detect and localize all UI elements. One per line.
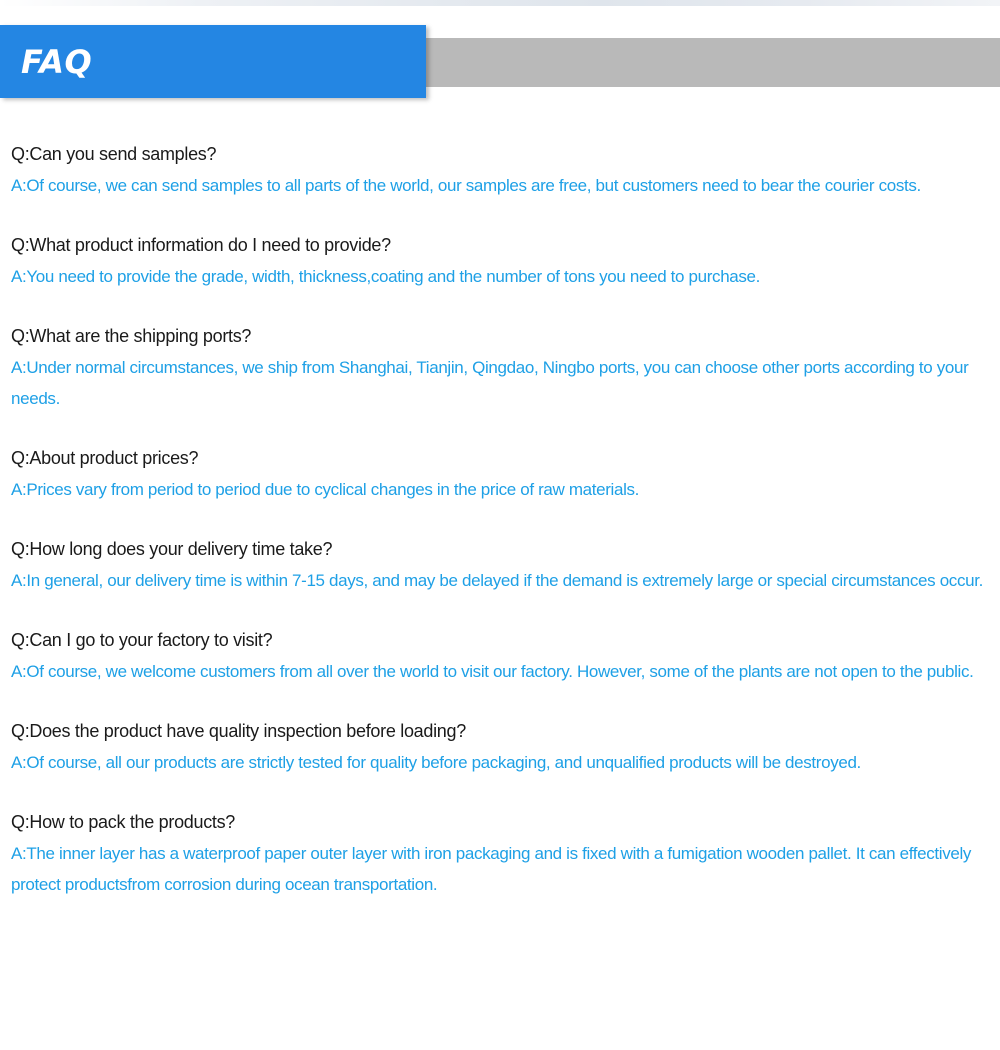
faq-answer: A:The inner layer has a waterproof paper outer layer with iron packaging and is fixed with a fumigation wooden pallet. It can effectively protect productsfrom corrosion during ocean transportation. — [11, 844, 972, 894]
faq-item — [11, 141, 991, 201]
faq-question: Q:What product information do I need to provide? — [11, 235, 391, 255]
header-gray-bar — [426, 38, 1000, 87]
faq-item — [11, 445, 991, 505]
faq-item — [11, 232, 991, 292]
faq-list — [11, 141, 991, 900]
faq-item — [11, 809, 991, 900]
faq-answer: A:Of course, we can send samples to all parts of the world, our samples are free, but customers need to bear the courier costs. — [11, 176, 921, 195]
faq-question: Q:About product prices? — [11, 448, 199, 468]
faq-answer: A:Prices vary from period to period due to cyclical changes in the price of raw materials. — [11, 480, 640, 499]
faq-item — [11, 718, 991, 778]
faq-question: Q:How to pack the products? — [11, 812, 236, 832]
faq-item — [11, 536, 991, 596]
page-title: FAQ — [21, 43, 93, 81]
faq-answer: A:Of course, all our products are strictly tested for quality before packaging, and unqualified products will be destroyed. — [11, 753, 861, 772]
faq-question: Q:What are the shipping ports? — [11, 326, 252, 346]
faq-question: Q:Does the product have quality inspection before loading? — [11, 721, 466, 741]
faq-item — [11, 627, 991, 687]
faq-item — [11, 323, 991, 414]
top-banner-strip — [0, 0, 1000, 6]
faq-answer: A:In general, our delivery time is within 7-15 days, and may be delayed if the demand is extremely large or special circumstances occur. — [11, 571, 983, 590]
faq-question: Q:Can you send samples? — [11, 144, 217, 164]
faq-answer: A:Under normal circumstances, we ship from Shanghai, Tianjin, Qingdao, Ningbo ports, you can choose other ports according to your needs. — [11, 358, 969, 408]
faq-question: Q:How long does your delivery time take? — [11, 539, 333, 559]
faq-answer: A:You need to provide the grade, width, thickness,coating and the number of tons you need to purchase. — [11, 267, 761, 286]
faq-answer: A:Of course, we welcome customers from all over the world to visit our factory. However, some of the plants are not open to the public. — [11, 662, 974, 681]
faq-header-tab — [0, 25, 426, 98]
faq-question: Q:Can I go to your factory to visit? — [11, 630, 273, 650]
